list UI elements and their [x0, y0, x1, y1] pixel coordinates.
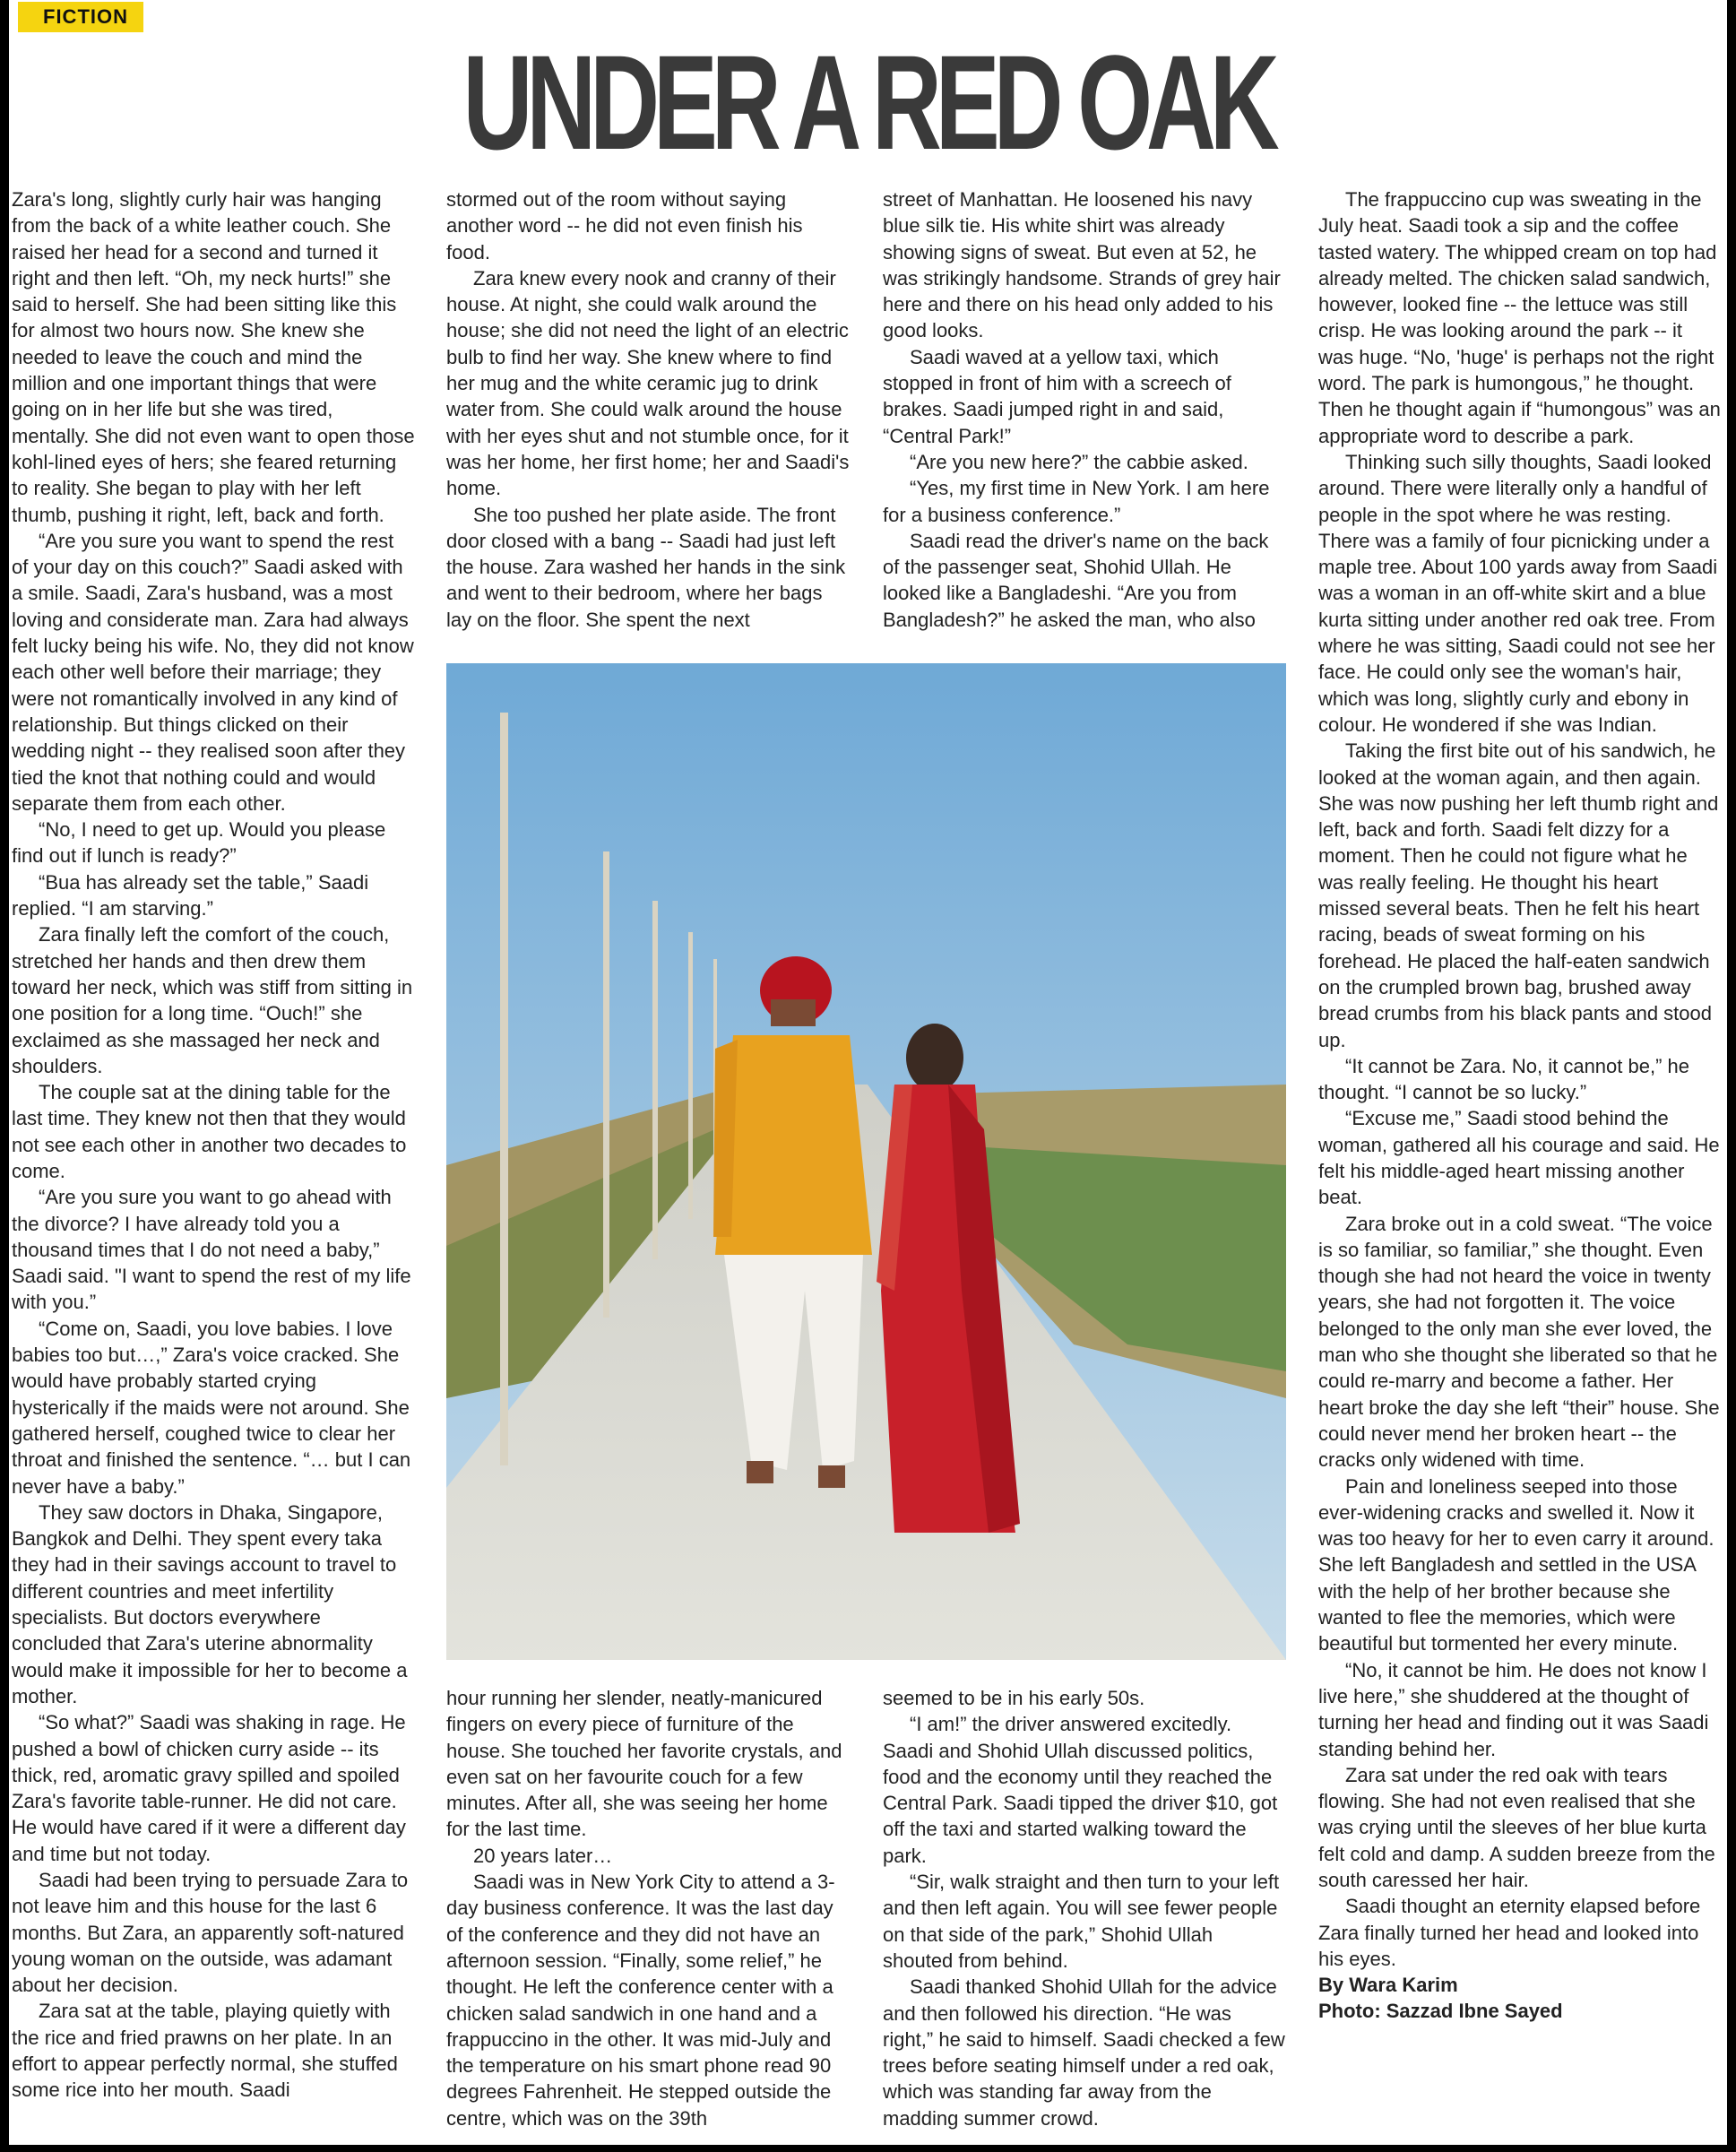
paragraph: street of Manhattan. He loosened his navy blue silk tie. His white shirt was already showing signs of sweat. But even at 52, he was strikingly handsome. Strands of grey hair here and there on his head only added to his good looks.: [883, 188, 1281, 342]
paragraph: “It cannot be Zara. No, it cannot be,” he thought. “I cannot be so lucky.”: [1318, 1054, 1689, 1104]
column-1: [12, 186, 415, 2145]
paragraph: “Are you new here?” the cabbie asked.: [910, 450, 1248, 473]
paragraph: “I am!” the driver answered excitedly. Saadi and Shohid Ullah discussed politics, food and the economy until they reached the Central Park. Saadi tipped the driver $10, got off the taxi and started walking toward the park.: [883, 1713, 1278, 1867]
paragraph: Saadi waved at a yellow taxi, which stopped in front of him with a screech of brakes. Saadi jumped right in and said, “Central Park!”: [883, 345, 1231, 447]
paragraph: Zara knew every nook and cranny of their house. At night, she could walk around the house; she did not need the light of an electric bulb to find her way. She knew where to find her mug and the white ceramic jug to drink water from. She could walk around the house with her eyes shut and not stumble once, for it was her home, her first home; her and Saadi's home.: [446, 266, 850, 500]
byline: By Wara Karim: [1318, 1974, 1458, 1997]
paragraph: Saadi thanked Shohid Ullah for the advice and then followed his direction. “He was right,” he said to himself. Saadi checked a few trees before seating himself under a red oak, which was standing far away from the madding summer crowd.: [883, 1975, 1285, 2130]
paragraph: “Are you sure you want to spend the rest of your day on this couch?” Saadi asked with a smile. Saadi, Zara's husband, was a most loving and considerate man. Zara had always felt lucky being his wife. No, they did not know each other well before their marriage; they were not romantically involved in any kind of relationship. But things clicked on their wedding night -- they realised soon after they tied the knot that nothing could and would separate them from each other.: [12, 529, 414, 815]
paragraph: “Bua has already set the table,” Saadi replied. “I am starving.”: [12, 870, 369, 920]
paragraph: “So what?” Saadi was shaking in rage. He pushed a bowl of chicken curry aside -- its thick, red, aromatic gravy spilled and spoiled Zara's favorite table-runner. He did not care. He would have cared if it were a different day and time but not today.: [12, 1711, 406, 1865]
left-border: [0, 0, 9, 2152]
column-3-top: [883, 186, 1286, 636]
paragraph: Taking the first bite out of his sandwich, he looked at the woman again, and then again. She was now pushing her left thumb right and left, back and forth. Saadi felt dizzy for a moment. Then he could not figure what he was really feeling. He thought his heart missed several beats. Then he felt his heart racing, beads of sweat forming on his forehead. He placed the half-eaten sandwich on the crumpled brown bag, brushed away bread crumbs from his black pants and stood up.: [1318, 739, 1719, 1051]
paragraph: “Excuse me,” Saadi stood behind the woman, gathered all his courage and said. He felt his middle-aged heart missing another beat.: [1318, 1107, 1720, 1209]
paragraph: Pain and loneliness seeped into those ever-widening cracks and swelled it. Now it was too heavy for her to even carry it around. She left Bangladesh and settled in the USA with the help of her brother because she wanted to flee the memories, which were beautiful but tormented her every minute.: [1318, 1474, 1714, 1655]
photo-credit: Photo: Sazzad Ibne Sayed: [1318, 2000, 1563, 2023]
column-2-top: [446, 186, 850, 636]
paragraph: “Are you sure you want to go ahead with the divorce? I have already told you a thousand times that I do not need a baby,” Saadi said. "I want to spend the rest of my life with you.”: [12, 1186, 411, 1314]
paragraph: hour running her slender, neatly-manicured fingers on every piece of furniture of the house. She touched her favorite crystals, and even sat on her favourite couch for a few minutes. After all, she was seeing her home for the last time.: [446, 1687, 842, 1841]
paragraph: “No, it cannot be him. He does not know I live here,” she shuddered at the thought of turning her head and finding out it was Saadi standing behind her.: [1318, 1658, 1709, 1760]
paragraph: “Yes, my first time in New York. I am here for a business conference.”: [883, 477, 1270, 526]
paragraph: Zara sat at the table, playing quietly with the rice and fried prawns on her plate. In an effort to appear perfectly normal, she stuffed some rice into her mouth. Saadi: [12, 2000, 398, 2102]
paragraph: Zara's long, slightly curly hair was hanging from the back of a white leather couch. She raised her head for a second and turned it right and then left. “Oh, my neck hurts!” she said to herself. She had been sitting like this for almost two hours now. She knew she needed to leave the couch and mind the million and one important things that were going on in her life but she was tired, mentally. She did not even want to open those kohl-lined eyes of hers; she feared returning to reality. She began to play with her left thumb, pushing it right, left, back and forth.: [12, 188, 415, 526]
paragraph: “Come on, Saadi, you love babies. I love babies too but…,” Zara's voice cracked. She would have probably started crying hysterically if the maids were not around. She gathered herself, coughed twice to clear her throat and finished the sentence. “… but I can never have a baby.”: [12, 1317, 411, 1498]
right-border: [1727, 0, 1736, 2152]
couple-walking-illustration: [446, 663, 1286, 1660]
paragraph: Zara sat under the red oak with tears flowing. She had not even realised that she was crying until the sleeves of her blue kurta felt cold and damp. A sudden breeze from the south caressed her hair.: [1318, 1763, 1715, 1891]
paragraph: Saadi thought an eternity elapsed before Zara finally turned her head and looked into his eyes.: [1318, 1895, 1701, 1970]
paragraph: “No, I need to get up. Would you please find out if lunch is ready?”: [12, 818, 386, 868]
paragraph: stormed out of the room without saying another word -- he did not even finish his food.: [446, 188, 803, 264]
paragraph: 20 years later…: [473, 1844, 613, 1867]
headline: UNDER A RED OAK: [462, 27, 1274, 177]
paragraph: Thinking such silly thoughts, Saadi looked around. There were literally only a handful of people in the spot where he was resting. There was a family of four picnicking under a maple tree. About 100 yards away from Saadi was a woman in an off-white skirt and a blue kurta sitting under another red oak tree. From where he was sitting, Saadi could not see her face. He could only see the woman's hair, which was long, slightly curly and ebony in colour. He wondered if she was Indian.: [1318, 450, 1718, 736]
paragraph: Zara finally left the comfort of the couch, stretched her hands and then drew them toward her neck, which was stiff from sitting in one position for a long time. “Ouch!” she exclaimed as she massaged her neck and shoulders.: [12, 923, 413, 1077]
bottom-border: [0, 2145, 1736, 2152]
paragraph: The couple sat at the dining table for the last time. They knew not then that they would not see each other in another two decades to come.: [12, 1081, 407, 1182]
column-4: [1318, 186, 1722, 2145]
paragraph: They saw doctors in Dhaka, Singapore, Bangkok and Delhi. They spent every taka they had in their savings account to travel to different countries and meet infertility specialists. But doctors everywhere concluded that Zara's uterine abnormality would make it impossible for her to become a mother.: [12, 1500, 408, 1707]
paragraph: seemed to be in his early 50s.: [883, 1687, 1145, 1709]
paragraph: “Sir, walk straight and then turn to your left and then left again. You will see fewer people on that side of the park,” Shohid Ullah shouted from behind.: [883, 1871, 1280, 1972]
paragraph: Zara broke out in a cold sweat. “The voice is so familiar, so familiar,” she thought. Even though she had not heard the voice in twenty years, she had not forgotten it. The voice belonged to the only man she ever loved, the man who she thought she liberated so that he could re-marry and become a father. Her heart broke the day she left “their” house. She could never mend her broken heart -- the cracks only widened with time.: [1318, 1212, 1720, 1472]
section-tag: FICTION: [18, 2, 143, 32]
paragraph: She too pushed her plate aside. The front door closed with a bang -- Saadi had just left the house. Zara washed her hands in the sink and went to their bedroom, where her bags lay on the floor. She spent the next: [446, 503, 846, 631]
story-photo: [446, 663, 1286, 1660]
paragraph: Saadi read the driver's name on the back of the passenger seat, Shohid Ullah. He looked like a Bangladeshi. “Are you from Bangladesh?” he asked the man, who also: [883, 529, 1269, 631]
column-3-bottom: [883, 1685, 1286, 2147]
paragraph: The frappuccino cup was sweating in the July heat. Saadi took a sip and the coffee tasted watery. The whipped cream on top had already melted. The chicken salad sandwich, however, looked fine -- the lettuce was still crisp. He was looking around the park -- it was huge. “No, 'huge' is perhaps not the right word. The park is humongous,” he thought. Then he thought again if “humongous” was an appropriate word to describe a park.: [1318, 188, 1721, 447]
column-2-bottom: [446, 1685, 850, 2147]
paragraph: Saadi had been trying to persuade Zara to not leave him and this house for the last 6 months. But Zara, an apparently soft-natured young woman on the outside, was adamant about her decision.: [12, 1869, 409, 1997]
paragraph: Saadi was in New York City to attend a 3-day business conference. It was the last day of the conference and they did not have an afternoon session. “Finally, some relief,” he thought. He left the conference center with a chicken salad sandwich in one hand and a frappuccino in the other. It was mid-July and the temperature on his smart phone read 90 degrees Fahrenheit. He stepped outside the centre, which was on the 39th: [446, 1871, 835, 2130]
